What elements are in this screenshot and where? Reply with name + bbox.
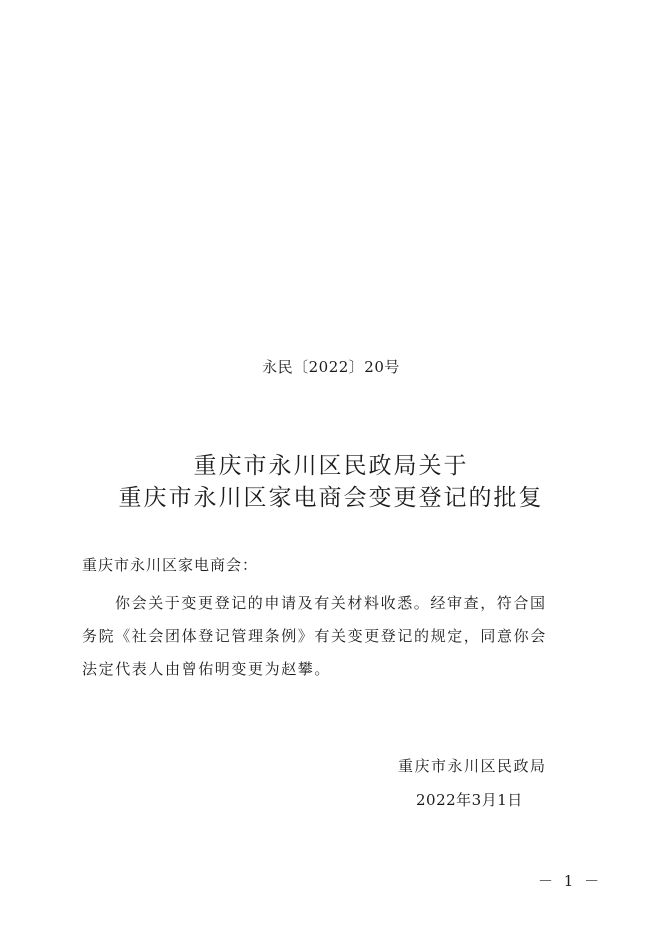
title-line-1: 重庆市永川区民政局关于 <box>193 453 469 479</box>
body-line-3: 法定代表人由曾佑明变更为赵攀。 <box>82 660 332 678</box>
document-number: 永民〔2022〕20号 <box>262 358 400 376</box>
page-number: － 1 － <box>538 872 603 890</box>
body-line-2: 务院《社会团体登记管理条例》有关变更登记的规定，同意你会 <box>82 627 547 645</box>
document-date: 2022年3月1日 <box>416 791 523 809</box>
title-line-2: 重庆市永川区家电商会变更登记的批复 <box>118 485 544 511</box>
document-title <box>0 450 662 514</box>
addressee: 重庆市永川区家电商会： <box>82 556 259 574</box>
body-paragraph <box>82 587 582 686</box>
signature-organization: 重庆市永川区民政局 <box>398 757 547 775</box>
body-line-1: 你会关于变更登记的申请及有关材料收悉。经审查，符合国 <box>115 594 547 612</box>
